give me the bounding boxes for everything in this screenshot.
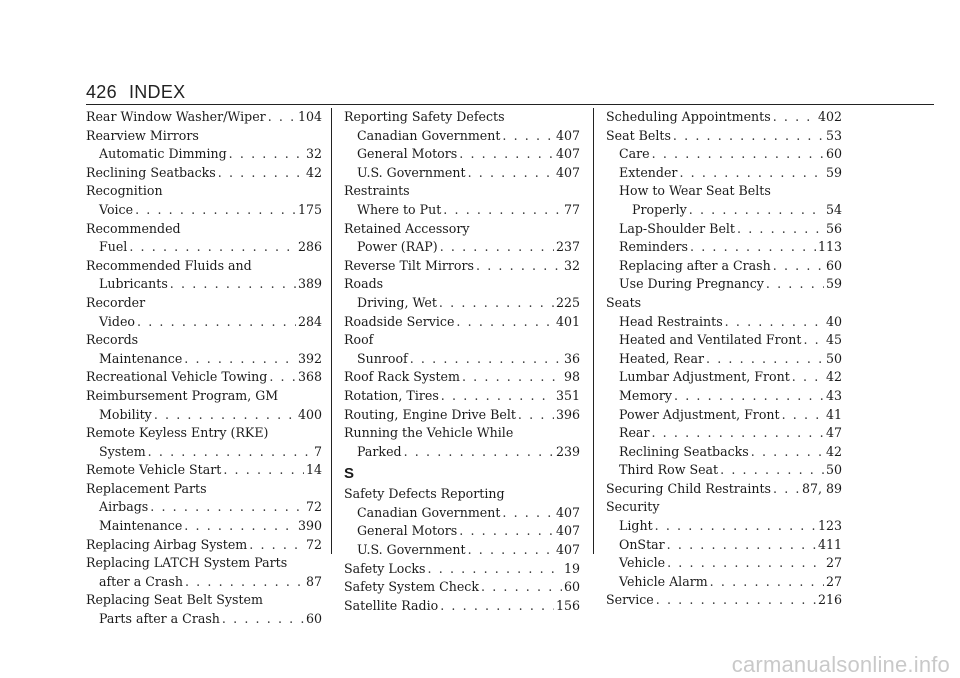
- dot-leader: [268, 108, 296, 127]
- index-entry: [606, 554, 842, 573]
- entry-page-number[interactable]: 50: [825, 350, 842, 366]
- entry-term: U.S. Government: [357, 542, 466, 558]
- entry-page-number[interactable]: 284: [297, 313, 322, 329]
- index-entry: [86, 387, 322, 406]
- entry-page-number[interactable]: 54: [825, 201, 842, 217]
- entry-page-number[interactable]: 72: [305, 536, 322, 552]
- entry-page-number[interactable]: 156: [555, 597, 580, 613]
- dot-leader: [803, 331, 824, 350]
- dot-leader: [690, 238, 816, 257]
- dot-leader: [229, 145, 304, 164]
- dot-leader: [766, 275, 824, 294]
- entry-term: Safety Defects Reporting: [344, 486, 505, 502]
- section-title: INDEX: [128, 82, 186, 102]
- entry-page-number[interactable]: 27: [825, 573, 842, 589]
- entry-page-number[interactable]: 113: [817, 239, 842, 255]
- dot-leader: [773, 480, 800, 499]
- dot-leader: [184, 517, 296, 536]
- dot-leader: [223, 461, 304, 480]
- entry-term: Records: [86, 332, 139, 348]
- entry-term: U.S. Government: [357, 164, 466, 180]
- entry-page-number[interactable]: 7: [313, 443, 322, 459]
- index-letter-heading: S: [344, 465, 355, 483]
- index-entry: [344, 145, 580, 164]
- entry-term: Securing Child Restraints: [606, 480, 771, 496]
- index-entry: [344, 313, 580, 332]
- dot-leader: [656, 591, 816, 610]
- entry-page-number[interactable]: 104: [297, 109, 322, 124]
- dot-leader: [150, 498, 304, 517]
- index-entry: [344, 127, 580, 146]
- dot-leader: [456, 313, 554, 332]
- index-entry: [86, 313, 322, 332]
- dot-leader: [518, 406, 554, 425]
- index-entry: [606, 201, 842, 220]
- entry-term: Scheduling Appointments: [606, 109, 771, 124]
- watermark: carmanualsonline.info: [731, 652, 950, 677]
- entry-page-number[interactable]: 239: [555, 443, 580, 459]
- entry-term: Driving, Wet: [357, 294, 437, 310]
- index-entry: [86, 220, 322, 239]
- index-entry: [86, 201, 322, 220]
- entry-term: after a Crash: [99, 573, 183, 589]
- index-entry: [606, 108, 842, 127]
- entry-page-number[interactable]: 60: [305, 611, 322, 627]
- dot-leader: [773, 108, 816, 127]
- index-entry: [344, 424, 580, 443]
- entry-term: Properly: [632, 201, 687, 217]
- entry-term: Heated, Rear: [619, 350, 704, 366]
- entry-page-number[interactable]: 407: [555, 523, 580, 539]
- dot-leader: [782, 406, 824, 425]
- entry-term: Safety System Check: [344, 579, 479, 595]
- entry-term: Security: [606, 499, 660, 515]
- index-entry: [344, 294, 580, 313]
- dot-leader: [137, 313, 296, 332]
- entry-term: Seats: [606, 294, 642, 310]
- entry-page-number[interactable]: 19: [563, 560, 580, 576]
- column-divider: [593, 108, 594, 554]
- dot-leader: [129, 238, 296, 257]
- entry-term: Sunroof: [357, 350, 408, 366]
- dot-leader: [476, 257, 562, 276]
- entry-term: Where to Put: [357, 201, 442, 217]
- index-entry: [86, 443, 322, 462]
- entry-page-number[interactable]: 407: [555, 127, 580, 143]
- dot-leader: [148, 443, 312, 462]
- dot-leader: [135, 201, 296, 220]
- entry-term: System: [99, 443, 146, 459]
- entry-page-number[interactable]: 87: [305, 573, 322, 589]
- index-entry: [86, 350, 322, 369]
- dot-leader: [428, 560, 562, 579]
- entry-page-number[interactable]: 42: [305, 164, 322, 180]
- entry-term: Voice: [99, 201, 134, 217]
- index-entry: [344, 182, 580, 201]
- entry-term: Vehicle Alarm: [619, 573, 708, 589]
- dot-leader: [440, 597, 554, 616]
- dot-leader: [468, 164, 554, 183]
- entry-term: Safety Locks: [344, 560, 426, 576]
- dot-leader: [404, 443, 554, 462]
- entry-term: Replacement Parts: [86, 480, 207, 496]
- dot-leader: [222, 610, 304, 629]
- index-entry: [86, 294, 322, 313]
- entry-term: Lumbar Adjustment, Front: [619, 369, 790, 385]
- entry-page-number[interactable]: 407: [555, 504, 580, 520]
- entry-term: Reporting Safety Defects: [344, 109, 505, 124]
- index-entry: [344, 504, 580, 523]
- entry-page-number[interactable]: 87, 89: [801, 480, 842, 496]
- dot-leader: [481, 578, 562, 597]
- dot-leader: [673, 127, 824, 146]
- entry-term: Reclining Seatbacks: [86, 164, 216, 180]
- index-entry: [344, 560, 580, 579]
- entry-term: Rear: [619, 425, 650, 441]
- index-entry: [606, 498, 842, 517]
- dot-leader: [674, 387, 824, 406]
- index-entry: [606, 573, 842, 592]
- index-entry: [606, 461, 842, 480]
- entry-page-number[interactable]: 225: [555, 294, 580, 310]
- page-number: 426: [86, 82, 117, 102]
- index-entry: [606, 350, 842, 369]
- dot-leader: [440, 238, 554, 257]
- index-entry: [344, 331, 580, 350]
- dot-leader: [725, 313, 824, 332]
- index-entry: [344, 275, 580, 294]
- index-entry: [606, 443, 842, 462]
- dot-leader: [462, 368, 562, 387]
- entry-term: Recognition: [86, 183, 163, 199]
- index-entry: [344, 257, 580, 276]
- dot-leader: [468, 541, 554, 560]
- entry-page-number[interactable]: 60: [825, 257, 842, 273]
- index-entry: [606, 127, 842, 146]
- index-entry: [606, 591, 842, 610]
- index-entry: [344, 368, 580, 387]
- dot-leader: [667, 554, 824, 573]
- entry-term: Roads: [344, 276, 384, 292]
- entry-page-number[interactable]: 98: [563, 369, 580, 385]
- entry-page-number[interactable]: 47: [825, 425, 842, 441]
- dot-leader: [459, 145, 554, 164]
- entry-term: Airbags: [99, 499, 149, 515]
- entry-term: Rearview Mirrors: [86, 127, 199, 143]
- entry-term: Parts after a Crash: [99, 611, 220, 627]
- index-entry: [86, 480, 322, 499]
- entry-page-number[interactable]: 237: [555, 239, 580, 255]
- entry-term: Replacing after a Crash: [619, 257, 771, 273]
- index-entry: [86, 257, 322, 276]
- entry-page-number[interactable]: 60: [825, 146, 842, 162]
- page-header: [86, 82, 934, 104]
- index-entry: [86, 127, 322, 146]
- entry-term: Reminders: [619, 239, 689, 255]
- entry-term: Service: [606, 592, 654, 608]
- entry-page-number[interactable]: 392: [297, 350, 322, 366]
- entry-term: Maintenance: [99, 350, 183, 366]
- index-entry: [344, 443, 580, 462]
- entry-term: General Motors: [357, 146, 458, 162]
- entry-term: How to Wear Seat Belts: [619, 183, 771, 199]
- index-entry: [606, 313, 842, 332]
- entry-term: Satellite Radio: [344, 597, 439, 613]
- header-rule: [86, 104, 934, 105]
- index-entry: [606, 368, 842, 387]
- entry-term: Replacing Airbag System: [86, 536, 248, 552]
- entry-page-number[interactable]: 32: [563, 257, 580, 273]
- entry-term: Seat Belts: [606, 127, 671, 143]
- dot-leader: [170, 275, 296, 294]
- index-entry: [606, 387, 842, 406]
- dot-leader: [710, 573, 824, 592]
- entry-term: Routing, Engine Drive Belt: [344, 406, 516, 422]
- entry-page-number[interactable]: 45: [825, 332, 842, 348]
- entry-page-number[interactable]: 175: [297, 201, 322, 217]
- dot-leader: [667, 536, 816, 555]
- index-entry: [86, 182, 322, 201]
- index-entry: [86, 275, 322, 294]
- index-entry: [606, 275, 842, 294]
- index-entry: [344, 201, 580, 220]
- entry-page-number[interactable]: 411: [817, 536, 842, 552]
- entry-term: Canadian Government: [357, 127, 501, 143]
- dot-leader: [651, 424, 824, 443]
- index-entry: [344, 220, 580, 239]
- dot-leader: [655, 517, 816, 536]
- index-entry: [86, 145, 322, 164]
- dot-leader: [184, 350, 296, 369]
- entry-term: Replacing LATCH System Parts: [86, 555, 288, 571]
- entry-term: Rear Window Washer/Wiper: [86, 109, 266, 124]
- entry-term: Roof Rack System: [344, 369, 460, 385]
- dot-leader: [792, 368, 824, 387]
- entry-page-number[interactable]: 32: [305, 146, 322, 162]
- entry-page-number[interactable]: 59: [825, 276, 842, 292]
- entry-page-number[interactable]: 368: [297, 369, 322, 385]
- dot-leader: [502, 127, 554, 146]
- index-entry: [86, 498, 322, 517]
- entry-page-number[interactable]: 40: [825, 313, 842, 329]
- entry-page-number[interactable]: 27: [825, 555, 842, 571]
- index-entry: [86, 461, 322, 480]
- dot-leader: [410, 350, 562, 369]
- index-entry: [606, 238, 842, 257]
- entry-term: Remote Keyless Entry (RKE): [86, 425, 269, 441]
- index-entry: [344, 522, 580, 541]
- dot-leader: [720, 461, 824, 480]
- index-entry: [86, 536, 322, 555]
- entry-term: Use During Pregnancy: [619, 276, 764, 292]
- dot-leader: [689, 201, 824, 220]
- index-entry: [86, 554, 322, 573]
- entry-term: Retained Accessory: [344, 220, 470, 236]
- entry-page-number[interactable]: 389: [297, 276, 322, 292]
- index-entry: [344, 238, 580, 257]
- index-entry: [344, 485, 580, 504]
- entry-term: Extender: [619, 164, 678, 180]
- entry-term: Canadian Government: [357, 504, 501, 520]
- entry-page-number[interactable]: 407: [555, 146, 580, 162]
- index-entry: [344, 350, 580, 369]
- index-entry: [344, 597, 580, 616]
- dot-leader: [502, 504, 554, 523]
- entry-page-number[interactable]: 401: [555, 313, 580, 329]
- entry-page-number[interactable]: 400: [297, 406, 322, 422]
- entry-term: Recorder: [86, 294, 146, 310]
- index-entry: [606, 182, 842, 201]
- entry-term: Power (RAP): [357, 239, 438, 255]
- index-column-2: [344, 108, 580, 615]
- index-entry: [606, 424, 842, 443]
- index-entry: [344, 387, 580, 406]
- dot-leader: [441, 387, 554, 406]
- index-column-3: [606, 108, 842, 610]
- entry-page-number[interactable]: 407: [555, 542, 580, 558]
- entry-page-number[interactable]: 60: [563, 579, 580, 595]
- dot-leader: [154, 406, 296, 425]
- entry-term: Recommended Fluids and: [86, 257, 252, 273]
- entry-page-number[interactable]: 41: [825, 406, 842, 422]
- entry-term: Head Restraints: [619, 313, 723, 329]
- dot-leader: [443, 201, 562, 220]
- entry-term: Recommended: [86, 220, 181, 236]
- dot-leader: [439, 294, 554, 313]
- entry-term: Reclining Seatbacks: [619, 443, 749, 459]
- index-entry: [606, 220, 842, 239]
- entry-page-number[interactable]: 407: [555, 164, 580, 180]
- index-entry: [344, 406, 580, 425]
- entry-page-number[interactable]: 56: [825, 220, 842, 236]
- entry-page-number[interactable]: 72: [305, 499, 322, 515]
- entry-page-number[interactable]: 59: [825, 164, 842, 180]
- index-entry: [606, 406, 842, 425]
- entry-term: Reimbursement Program, GM: [86, 387, 279, 403]
- column-divider: [331, 108, 332, 554]
- entry-term: Roof: [344, 332, 374, 348]
- entry-term: Automatic Dimming: [99, 146, 227, 162]
- index-entry: [86, 573, 322, 592]
- entry-term: Heated and Ventilated Front: [619, 332, 802, 348]
- index-entry: [86, 517, 322, 536]
- index-entry: [344, 108, 580, 127]
- entry-term: Running the Vehicle While: [344, 425, 514, 441]
- index-entry: [86, 331, 322, 350]
- dot-leader: [737, 220, 824, 239]
- entry-page-number[interactable]: 14: [305, 462, 322, 478]
- dot-leader: [706, 350, 824, 369]
- dot-leader: [459, 522, 554, 541]
- dot-leader: [773, 257, 824, 276]
- entry-page-number[interactable]: 216: [817, 592, 842, 608]
- dot-leader: [751, 443, 824, 462]
- entry-term: Memory: [619, 387, 673, 403]
- entry-term: Lap-Shoulder Belt: [619, 220, 735, 236]
- entry-term: Light: [619, 518, 653, 534]
- dot-leader: [679, 164, 824, 183]
- index-entry: [606, 294, 842, 313]
- dot-leader: [218, 164, 304, 183]
- index-entry: [606, 536, 842, 555]
- dot-leader: [269, 368, 296, 387]
- entry-page-number[interactable]: 43: [825, 387, 842, 403]
- entry-term: Lubricants: [99, 276, 168, 292]
- index-entry: [344, 541, 580, 560]
- entry-term: Vehicle: [619, 555, 666, 571]
- index-entry: [86, 368, 322, 387]
- index-entry: [86, 424, 322, 443]
- index-entry: [606, 257, 842, 276]
- index-entry: [86, 108, 322, 127]
- index-entry: [86, 164, 322, 183]
- entry-page-number[interactable]: 36: [563, 350, 580, 366]
- index-entry: [606, 145, 842, 164]
- entry-term: Fuel: [99, 239, 128, 255]
- index-entry: [344, 164, 580, 183]
- entry-term: Power Adjustment, Front: [619, 406, 780, 422]
- entry-page-number[interactable]: 390: [297, 518, 322, 534]
- index-entry: [606, 331, 842, 350]
- entry-term: Restraints: [344, 183, 410, 199]
- entry-term: Video: [99, 313, 135, 329]
- index-entry: [344, 578, 580, 597]
- entry-term: OnStar: [619, 536, 665, 552]
- entry-term: Replacing Seat Belt System: [86, 592, 263, 608]
- entry-term: Recreational Vehicle Towing: [86, 369, 268, 385]
- entry-page-number[interactable]: 396: [555, 406, 580, 422]
- index-entry: [606, 517, 842, 536]
- entry-term: Maintenance: [99, 518, 183, 534]
- entry-term: Mobility: [99, 406, 152, 422]
- index-entry: [606, 480, 842, 499]
- dot-leader: [652, 145, 824, 164]
- entry-page-number[interactable]: 351: [555, 387, 580, 403]
- entry-page-number[interactable]: 42: [825, 369, 842, 385]
- entry-term: Remote Vehicle Start: [86, 462, 222, 478]
- entry-page-number[interactable]: 402: [817, 109, 842, 124]
- index-entry: [86, 591, 322, 610]
- entry-term: Reverse Tilt Mirrors: [344, 257, 474, 273]
- index-entry: [86, 238, 322, 257]
- entry-page-number[interactable]: 50: [825, 462, 842, 478]
- dot-leader: [185, 573, 304, 592]
- index-entry: [86, 610, 322, 629]
- dot-leader: [249, 536, 304, 555]
- entry-term: Parked: [357, 443, 402, 459]
- entry-term: Rotation, Tires: [344, 387, 439, 403]
- index-entry: [86, 406, 322, 425]
- entry-page-number[interactable]: 42: [825, 443, 842, 459]
- entry-term: General Motors: [357, 523, 458, 539]
- entry-page-number[interactable]: 286: [297, 239, 322, 255]
- index-entry: [606, 164, 842, 183]
- entry-term: Care: [619, 146, 650, 162]
- index-column-1: [86, 108, 322, 629]
- entry-page-number[interactable]: 123: [817, 518, 842, 534]
- entry-page-number[interactable]: 77: [563, 201, 580, 217]
- entry-term: Third Row Seat: [619, 462, 719, 478]
- entry-page-number[interactable]: 53: [825, 127, 842, 143]
- entry-term: Roadside Service: [344, 313, 455, 329]
